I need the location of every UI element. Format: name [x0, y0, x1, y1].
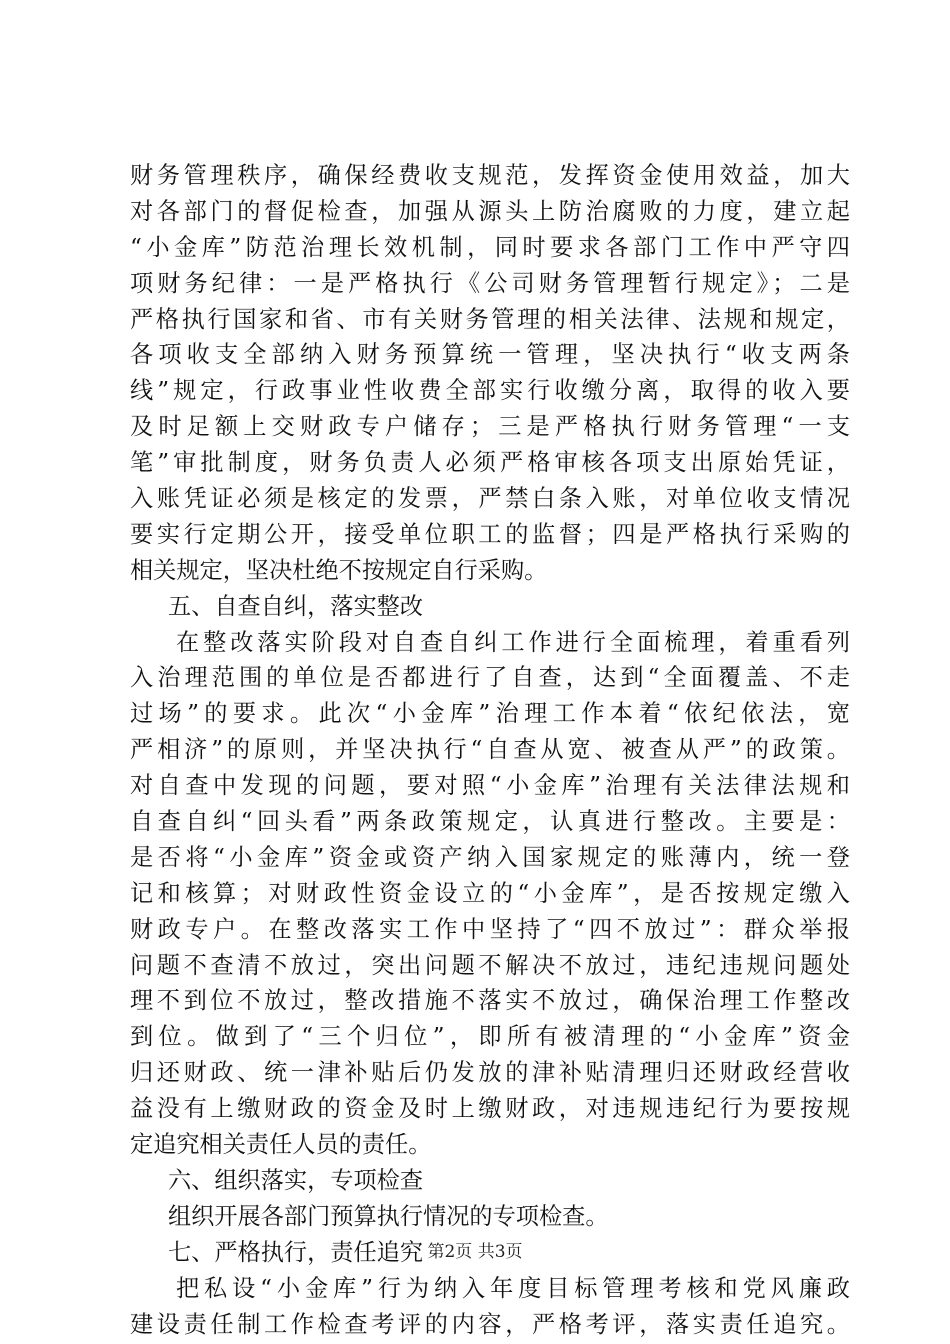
paragraph-line: 问题不查清不放过，突出问题不解决不放过，违纪违规问题处	[130, 951, 850, 979]
paragraph-line: 益没有上缴财政的资金及时上缴财政，对违规违纪行为要按规	[130, 1095, 850, 1123]
section-heading-line: 六、组织落实，专项检查	[168, 1166, 424, 1194]
paragraph-line: 建设责任制工作检查考评的内容，严格考评，落实责任追究。	[130, 1310, 850, 1338]
paragraph-line: 是否将“小金库”资金或资产纳入国家规定的账薄内，统一登	[130, 843, 850, 871]
document-body	[130, 158, 850, 1342]
paragraph-line: “小金库”防范治理长效机制，同时要求各部门工作中严守四	[130, 233, 850, 261]
paragraph-line: 归还财政、统一津补贴后仍发放的津补贴清理归还财政经营收	[130, 1059, 850, 1087]
paragraph-line: 要实行定期公开，接受单位职工的监督；四是严格执行采购的	[130, 520, 850, 548]
paragraph-line: 线”规定，行政事业性收费全部实行收缴分离，取得的收入要	[130, 377, 850, 405]
paragraph-line: 及时足额上交财政专户储存；三是严格执行财务管理“一支	[130, 413, 850, 441]
paragraph-line: 定追究相关责任人员的责任。	[130, 1131, 432, 1159]
paragraph-line: 对各部门的督促检查，加强从源头上防治腐败的力度，建立起	[130, 197, 850, 225]
paragraph-line: 严相济”的原则，并坚决执行“自查从宽、被查从严”的政策。	[130, 736, 850, 764]
paragraph-line: 到位。做到了“三个归位”，即所有被清理的“小金库”资金	[130, 1023, 850, 1051]
section-heading-line: 组织开展各部门预算执行情况的专项检查。	[168, 1202, 609, 1230]
paragraph-line: 笔”审批制度，财务负责人必须严格审核各项支出原始凭证，	[130, 449, 850, 477]
paragraph-line: 记和核算；对财政性资金设立的“小金库”，是否按规定缴入	[130, 879, 850, 907]
paragraph-line: 自查自纠“回头看”两条政策规定，认真进行整改。主要是：	[130, 808, 850, 836]
paragraph-line: 严格执行国家和省、市有关财务管理的相关法律、法规和规定，	[130, 305, 850, 333]
paragraph-line: 在整改落实阶段对自查自纠工作进行全面梳理，着重看列	[176, 628, 850, 656]
section-heading-line: 七、严格执行，责任追究	[168, 1238, 424, 1266]
page-number-footer: 第2页 共3页	[427, 1242, 523, 1262]
paragraph-line: 入治理范围的单位是否都进行了自查，达到“全面覆盖、不走	[130, 664, 850, 692]
paragraph-line: 项财务纪律：一是严格执行《公司财务管理暂行规定》；二是	[130, 269, 850, 297]
section-heading-line: 五、自查自纠，落实整改	[168, 592, 424, 620]
paragraph-line: 对自查中发现的问题，要对照“小金库”治理有关法律法规和	[130, 772, 850, 800]
paragraph-line: 理不到位不放过，整改措施不落实不放过，确保治理工作整改	[130, 987, 850, 1015]
paragraph-line: 过场”的要求。此次“小金库”治理工作本着“依纪依法，宽	[130, 700, 850, 728]
paragraph-line: 各项收支全部纳入财务预算统一管理，坚决执行“收支两条	[130, 341, 850, 369]
paragraph-line: 财政专户。在整改落实工作中坚持了“四不放过”：群众举报	[130, 915, 850, 943]
paragraph-line: 入账凭证必须是核定的发票，严禁白条入账，对单位收支情况	[130, 485, 850, 513]
paragraph-line: 把私设“小金库”行为纳入年度目标管理考核和党风廉政	[176, 1274, 850, 1302]
paragraph-line: 相关规定，坚决杜绝不按规定自行采购。	[130, 556, 548, 584]
paragraph-line: 财务管理秩序，确保经费收支规范，发挥资金使用效益，加大	[130, 162, 850, 189]
